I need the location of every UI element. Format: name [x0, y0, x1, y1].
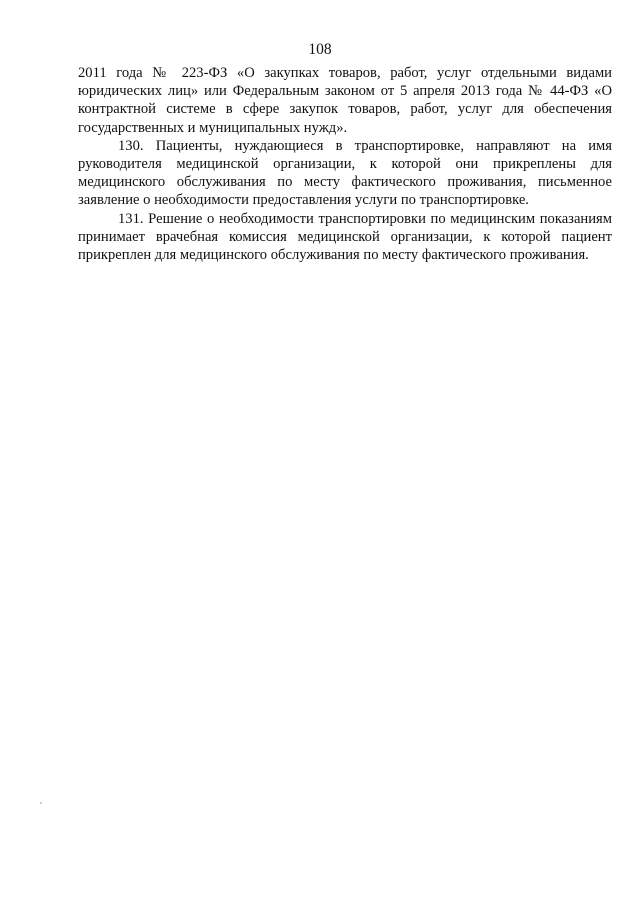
paragraph-continuation: 2011 года № 223-ФЗ «О закупках товаров, работ, услуг отдельными видами юридических лиц» или Федеральным законом от 5 апреля 2013 года № 44-ФЗ «О контрактной системе в сфере закупок товаров, работ, услуг для обеспечения государственных и муниципальных нужд». [78, 65, 612, 136]
scan-speck [40, 802, 42, 804]
page-number: 108 [308, 41, 332, 58]
paragraph-130: 130. Пациенты, нуждающиеся в транспортировке, направляют на имя руководителя медицинской организации, к которой они прикреплены для медицинского обслуживания по месту фактического проживания, письменное заявление о необходимости предоставления услуги по транспортировке. [78, 137, 612, 209]
document-body [78, 64, 612, 264]
paragraph-131: 131. Решение о необходимости транспортировки по медицинским показаниям принимает врачебная комиссия медицинской организации, к которой пациент прикреплен для медицинского обслуживания по месту фактического проживания. [78, 210, 612, 264]
